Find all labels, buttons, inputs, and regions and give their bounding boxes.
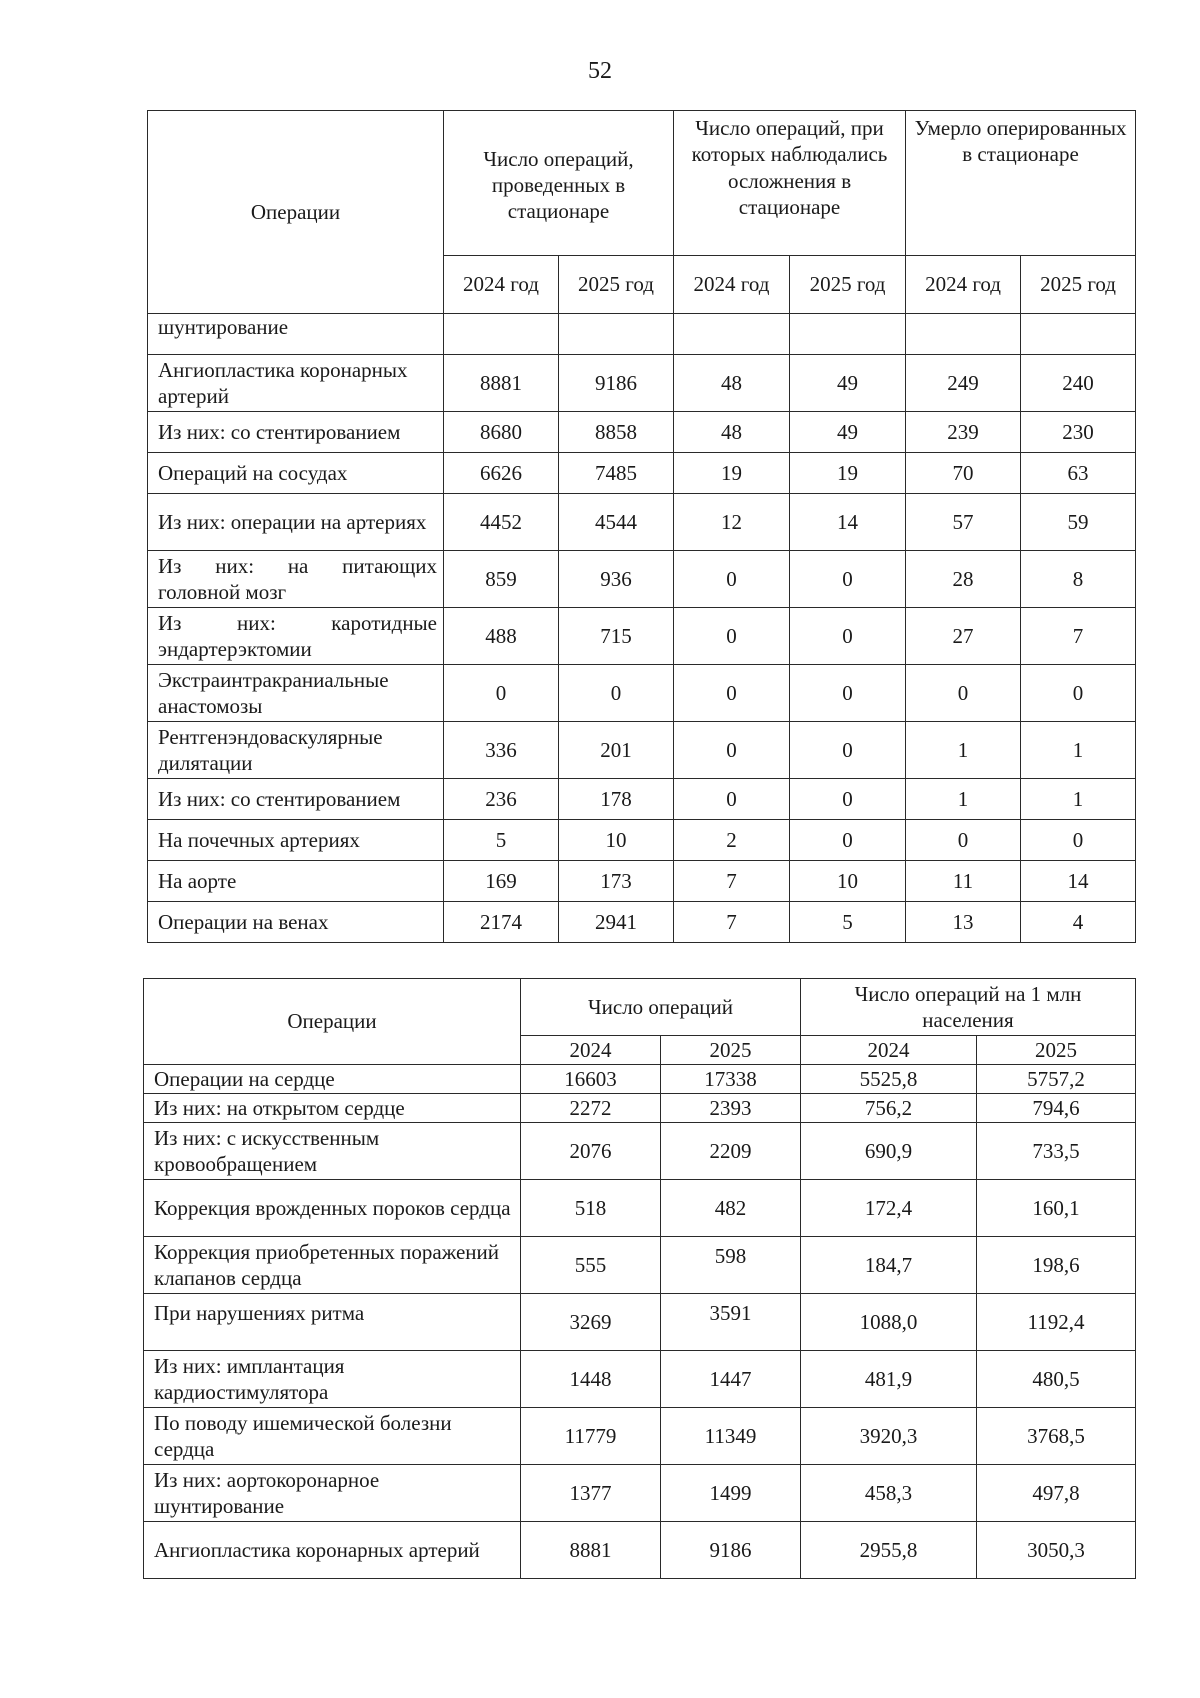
cell-value	[444, 314, 559, 355]
row-label: При нарушениях ритма	[144, 1294, 521, 1351]
cell-value: 11	[906, 861, 1021, 902]
row-label: Из них: со стентированием	[148, 412, 444, 453]
cell-value: 598	[661, 1237, 801, 1294]
cell-value: 184,7	[801, 1237, 977, 1294]
cell-value: 16603	[521, 1065, 661, 1094]
row-label: Ангиопластика коронарных артерий	[148, 355, 444, 412]
cell-value: 794,6	[977, 1094, 1136, 1123]
table-row	[144, 1123, 1136, 1180]
cell-value: 10	[790, 861, 906, 902]
row-label: Рентгенэндоваскулярные дилятации	[148, 722, 444, 779]
cell-value: 1	[906, 779, 1021, 820]
table-row	[144, 1237, 1136, 1294]
cell-value: 14	[1021, 861, 1136, 902]
cell-value: 1377	[521, 1465, 661, 1522]
cell-value: 0	[790, 722, 906, 779]
cell-value: 2076	[521, 1123, 661, 1180]
column-group-deaths: Умерло оперированных в стационаре	[906, 111, 1136, 256]
table-row	[148, 453, 1136, 494]
row-label: На почечных артериях	[148, 820, 444, 861]
cell-value: 0	[674, 608, 790, 665]
cell-value: 2955,8	[801, 1522, 977, 1579]
cell-value: 1447	[661, 1351, 801, 1408]
year-header: 2024 год	[906, 256, 1021, 314]
year-header: 2025 год	[790, 256, 906, 314]
cell-value: 70	[906, 453, 1021, 494]
row-label: Операций на сосудах	[148, 453, 444, 494]
cell-value: 49	[790, 355, 906, 412]
cell-value: 690,9	[801, 1123, 977, 1180]
cell-value: 201	[559, 722, 674, 779]
cell-value: 17338	[661, 1065, 801, 1094]
row-label: Из них: операции на артериях	[148, 494, 444, 551]
cell-value: 2209	[661, 1123, 801, 1180]
year-header: 2024	[801, 1036, 977, 1065]
column-header-operations: Операции	[148, 111, 444, 314]
table-row	[148, 779, 1136, 820]
cell-value: 2941	[559, 902, 674, 943]
cell-value: 1	[1021, 779, 1136, 820]
cell-value: 48	[674, 412, 790, 453]
year-header: 2024 год	[444, 256, 559, 314]
row-label: По поводу ишемической болезни сердца	[144, 1408, 521, 1465]
row-label: Операции на венах	[148, 902, 444, 943]
year-header: 2025 год	[1021, 256, 1136, 314]
cell-value: 336	[444, 722, 559, 779]
table-row	[144, 1465, 1136, 1522]
cell-value: 555	[521, 1237, 661, 1294]
cell-value: 2174	[444, 902, 559, 943]
cell-value: 249	[906, 355, 1021, 412]
cell-value: 0	[1021, 820, 1136, 861]
page-number: 52	[588, 58, 612, 84]
cell-value: 0	[790, 779, 906, 820]
cell-value: 458,3	[801, 1465, 977, 1522]
row-label: Ангиопластика коронарных артерий	[144, 1522, 521, 1579]
cell-value: 19	[790, 453, 906, 494]
table-row	[144, 1065, 1136, 1094]
cell-value: 8881	[521, 1522, 661, 1579]
cell-value: 5757,2	[977, 1065, 1136, 1094]
cell-value: 59	[1021, 494, 1136, 551]
cell-value: 48	[674, 355, 790, 412]
cell-value: 4452	[444, 494, 559, 551]
cell-value: 230	[1021, 412, 1136, 453]
cell-value: 1448	[521, 1351, 661, 1408]
row-label: Из них: со стентированием	[148, 779, 444, 820]
row-label: Из них: с искусственным кровообращением	[144, 1123, 521, 1180]
column-group-complications: Число операций, при которых наблюдались осложнения в стационаре	[674, 111, 906, 256]
cell-value: 11779	[521, 1408, 661, 1465]
cell-value: 0	[444, 665, 559, 722]
year-header: 2024	[521, 1036, 661, 1065]
table-row	[148, 314, 1136, 355]
row-label: Из них: на открытом сердце	[144, 1094, 521, 1123]
cell-value: 63	[1021, 453, 1136, 494]
year-header: 2025	[977, 1036, 1136, 1065]
cell-value: 0	[674, 779, 790, 820]
cell-value: 5	[790, 902, 906, 943]
cell-value: 28	[906, 551, 1021, 608]
cell-value: 2393	[661, 1094, 801, 1123]
cell-value: 3591	[661, 1294, 801, 1351]
cell-value: 239	[906, 412, 1021, 453]
cell-value: 497,8	[977, 1465, 1136, 1522]
cell-value: 859	[444, 551, 559, 608]
row-label: На аорте	[148, 861, 444, 902]
cell-value: 0	[674, 665, 790, 722]
cell-value: 11349	[661, 1408, 801, 1465]
cell-value: 178	[559, 779, 674, 820]
year-header: 2024 год	[674, 256, 790, 314]
cell-value: 6626	[444, 453, 559, 494]
table-row	[148, 608, 1136, 665]
cell-value: 57	[906, 494, 1021, 551]
row-label: Из них: имплантация кардиостимулятора	[144, 1351, 521, 1408]
cell-value: 0	[790, 551, 906, 608]
cell-value: 3050,3	[977, 1522, 1136, 1579]
cell-value: 4	[1021, 902, 1136, 943]
cell-value: 8881	[444, 355, 559, 412]
cell-value: 9186	[661, 1522, 801, 1579]
cell-value	[674, 314, 790, 355]
cell-value: 14	[790, 494, 906, 551]
cell-value: 8	[1021, 551, 1136, 608]
cell-value: 1192,4	[977, 1294, 1136, 1351]
cell-value: 236	[444, 779, 559, 820]
cell-value: 0	[674, 551, 790, 608]
cell-value: 19	[674, 453, 790, 494]
operations-outcomes-table	[147, 110, 1136, 943]
cell-value: 0	[559, 665, 674, 722]
cell-value: 8858	[559, 412, 674, 453]
cell-value	[790, 314, 906, 355]
heart-operations-table	[143, 978, 1136, 1579]
cell-value: 240	[1021, 355, 1136, 412]
cell-value: 482	[661, 1180, 801, 1237]
row-label: Из них: каротидные эндартерэктомии	[148, 608, 444, 665]
cell-value: 173	[559, 861, 674, 902]
cell-value	[906, 314, 1021, 355]
cell-value: 3269	[521, 1294, 661, 1351]
table-row	[148, 551, 1136, 608]
column-group-per-million: Число операций на 1 млн населения	[801, 979, 1136, 1036]
cell-value: 3768,5	[977, 1408, 1136, 1465]
cell-value: 49	[790, 412, 906, 453]
cell-value: 4544	[559, 494, 674, 551]
cell-value: 7	[1021, 608, 1136, 665]
cell-value: 480,5	[977, 1351, 1136, 1408]
cell-value: 733,5	[977, 1123, 1136, 1180]
year-header: 2025 год	[559, 256, 674, 314]
cell-value: 2	[674, 820, 790, 861]
cell-value: 1499	[661, 1465, 801, 1522]
cell-value	[1021, 314, 1136, 355]
table-row	[144, 1351, 1136, 1408]
cell-value: 756,2	[801, 1094, 977, 1123]
table-row	[148, 494, 1136, 551]
cell-value: 12	[674, 494, 790, 551]
cell-value: 169	[444, 861, 559, 902]
cell-value: 1088,0	[801, 1294, 977, 1351]
cell-value: 0	[790, 665, 906, 722]
cell-value: 172,4	[801, 1180, 977, 1237]
table-row	[148, 665, 1136, 722]
cell-value: 488	[444, 608, 559, 665]
table-row	[148, 355, 1136, 412]
table-row	[144, 1094, 1136, 1123]
cell-value: 0	[1021, 665, 1136, 722]
row-label: Коррекция приобретенных поражений клапанов сердца	[144, 1237, 521, 1294]
cell-value: 7	[674, 902, 790, 943]
row-label: Экстраинтракраниальные анастомозы	[148, 665, 444, 722]
cell-value: 5525,8	[801, 1065, 977, 1094]
cell-value: 0	[906, 820, 1021, 861]
year-header: 2025	[661, 1036, 801, 1065]
cell-value: 7	[674, 861, 790, 902]
column-header-operations: Операции	[144, 979, 521, 1065]
cell-value: 13	[906, 902, 1021, 943]
row-label: Операции на сердце	[144, 1065, 521, 1094]
table-row	[148, 722, 1136, 779]
cell-value: 8680	[444, 412, 559, 453]
cell-value	[559, 314, 674, 355]
cell-value: 160,1	[977, 1180, 1136, 1237]
table-row	[144, 1522, 1136, 1579]
cell-value: 3920,3	[801, 1408, 977, 1465]
table-row	[148, 820, 1136, 861]
cell-value: 0	[790, 608, 906, 665]
row-label: Из них: аортокоронарное шунтирование	[144, 1465, 521, 1522]
cell-value: 2272	[521, 1094, 661, 1123]
cell-value: 9186	[559, 355, 674, 412]
row-label: Коррекция врожденных пороков сердца	[144, 1180, 521, 1237]
cell-value: 5	[444, 820, 559, 861]
table-row	[144, 1294, 1136, 1351]
table-row	[148, 861, 1136, 902]
cell-value: 198,6	[977, 1237, 1136, 1294]
column-group-operations-count: Число операций	[521, 979, 801, 1036]
cell-value: 936	[559, 551, 674, 608]
cell-value: 1	[1021, 722, 1136, 779]
table-row	[148, 902, 1136, 943]
cell-value: 481,9	[801, 1351, 977, 1408]
cell-value: 0	[790, 820, 906, 861]
cell-value: 1	[906, 722, 1021, 779]
cell-value: 7485	[559, 453, 674, 494]
column-group-operations-performed: Число операций, проведенных в стационаре	[444, 111, 674, 256]
cell-value: 518	[521, 1180, 661, 1237]
row-label: Из них: на питающих головной мозг	[148, 551, 444, 608]
table-row	[148, 412, 1136, 453]
cell-value: 0	[674, 722, 790, 779]
cell-value: 0	[906, 665, 1021, 722]
cell-value: 27	[906, 608, 1021, 665]
row-label: шунтирование	[148, 314, 444, 355]
table-row	[144, 1408, 1136, 1465]
cell-value: 10	[559, 820, 674, 861]
cell-value: 715	[559, 608, 674, 665]
table-row	[144, 1180, 1136, 1237]
